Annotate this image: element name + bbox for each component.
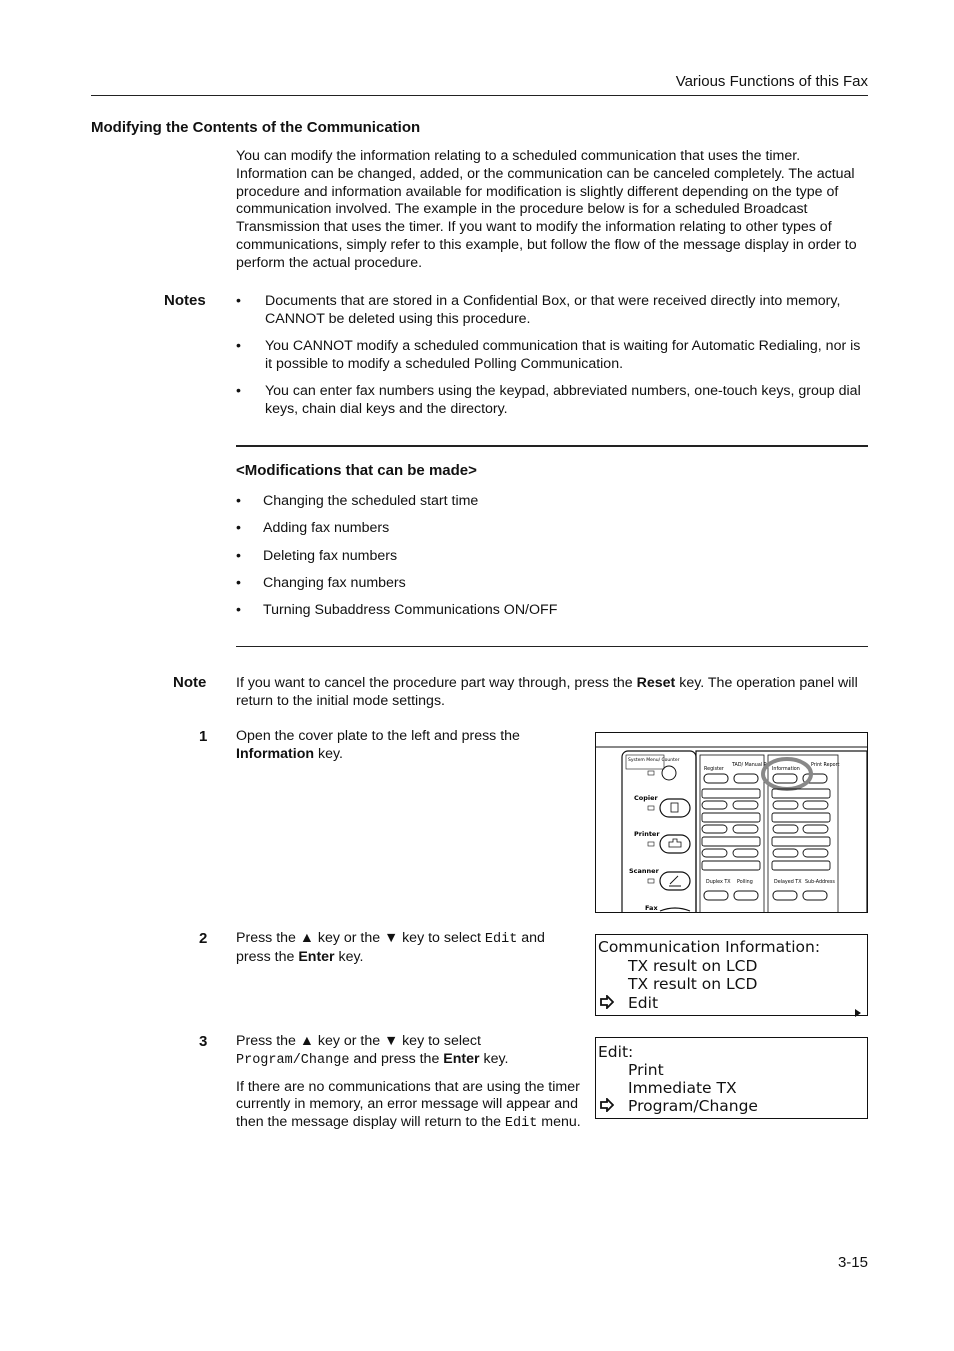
intro-line: procedure and information available for modification is slightly different depending on the type of xyxy=(236,183,839,200)
modification-item: Turning Subaddress Communications ON/OFF xyxy=(263,602,558,618)
more-indicator-icon xyxy=(855,1003,861,1022)
panel-label: Scanner xyxy=(629,867,659,875)
intro-paragraph xyxy=(236,148,868,273)
step-line: If there are no communications that are using the timer xyxy=(236,1078,580,1095)
bullet-icon: • xyxy=(236,383,241,399)
lcd-title: Communication Information: xyxy=(598,938,821,956)
panel-label: Polling xyxy=(737,880,753,885)
panel-label: Register xyxy=(704,767,724,772)
step-line: currently in memory, an error message will appear and xyxy=(236,1096,578,1113)
note-item-line: it possible to modify a scheduled Polling Communication. xyxy=(265,355,624,372)
lcd-row: TX result on LCD xyxy=(628,957,758,975)
panel-label: Information xyxy=(772,767,800,772)
bullet-icon: • xyxy=(236,338,241,354)
bullet-icon: • xyxy=(236,575,241,591)
bullet-icon: • xyxy=(236,548,241,564)
note-item xyxy=(265,338,868,374)
panel-label: Print Report xyxy=(811,763,840,768)
header-rule xyxy=(91,95,868,96)
note-item xyxy=(265,293,868,329)
note-line: return to the initial mode settings. xyxy=(236,692,445,709)
lcd-row: Immediate TX xyxy=(628,1079,737,1097)
intro-line: You can modify the information relating to a scheduled communication that uses the timer. xyxy=(236,148,801,164)
panel-label: Delayed TX xyxy=(774,880,802,885)
section-title: Modifying the Contents of the Communication xyxy=(91,119,421,136)
note-item xyxy=(265,383,868,419)
lcd-row: Print xyxy=(628,1061,664,1079)
note-item-line: CANNOT be deleted using this procedure. xyxy=(265,310,531,327)
modifications-title: <Modifications that can be made> xyxy=(236,462,477,479)
step-line: Program/Change and press the Enter key. xyxy=(236,1050,509,1068)
intro-line: perform the actual procedure. xyxy=(236,254,423,271)
notes-label: Notes xyxy=(164,292,206,309)
step-text xyxy=(236,728,566,764)
note-item-line: Documents that are stored in a Confidential Box, or that were received directly into memory, xyxy=(265,293,841,309)
note-text xyxy=(236,675,868,711)
step-line: press the Enter key. xyxy=(236,948,364,965)
modification-item: Changing the scheduled start time xyxy=(263,493,479,509)
lcd-display xyxy=(595,1037,868,1119)
panel-label: Fax xyxy=(645,904,658,912)
step-text xyxy=(236,1033,588,1133)
intro-line: Transmission that uses the timer. If you want to modify the information relating to other types of xyxy=(236,219,832,236)
step-line: Press the ▲ key or the ▼ key to select xyxy=(236,1033,481,1049)
cursor-arrow-icon xyxy=(600,995,614,1014)
step-number: 3 xyxy=(199,1033,208,1050)
panel-label: System Menu/ Counter xyxy=(628,758,680,763)
bullet-icon: • xyxy=(236,293,241,309)
operation-panel-illustration xyxy=(595,732,868,913)
note-line: If you want to cancel the procedure part way through, press the Reset key. The operation panel will xyxy=(236,675,858,691)
note-item-line: You can enter fax numbers using the keypad, abbreviated numbers, one-touch keys, group dial xyxy=(265,383,861,399)
panel-label: Copier xyxy=(634,794,658,802)
bullet-icon: • xyxy=(236,493,241,509)
note-item-line: keys, chain dial keys and the directory. xyxy=(265,400,508,417)
panel-label: TAD/ Manual Rx xyxy=(732,763,770,768)
intro-line: Information can be changed, added, or the communication can be canceled completely. The actual xyxy=(236,165,855,182)
modification-item: Deleting fax numbers xyxy=(263,548,398,564)
operation-panel-drawing xyxy=(596,733,867,912)
step-number: 2 xyxy=(199,930,208,947)
lcd-row: TX result on LCD xyxy=(628,975,758,993)
panel-label: Sub-Address xyxy=(805,880,835,885)
lcd-title: Edit: xyxy=(598,1043,634,1061)
intro-line: communication involved. The example in the procedure below is for a scheduled Broadcast xyxy=(236,201,808,218)
modification-item: Changing fax numbers xyxy=(263,575,406,591)
lcd-row-selected: Edit xyxy=(628,994,659,1012)
step-line: then the message display will return to the Edit menu. xyxy=(236,1114,581,1132)
step-line: Information key. xyxy=(236,745,343,762)
box-bottom-rule xyxy=(236,646,868,647)
lcd-row-selected: Program/Change xyxy=(628,1097,758,1115)
note-label: Note xyxy=(173,674,207,691)
page-number: 3-15 xyxy=(837,1254,868,1271)
bullet-icon: • xyxy=(236,520,241,536)
note-item-line: You CANNOT modify a scheduled communication that is waiting for Automatic Redialing, nor is xyxy=(265,338,861,354)
box-top-rule xyxy=(236,445,868,447)
step-line: Press the ▲ key or the ▼ key to select Edit and xyxy=(236,930,545,947)
panel-label: Duplex TX xyxy=(706,880,731,885)
step-text xyxy=(236,930,581,967)
bullet-icon: • xyxy=(236,602,241,618)
step-line: Open the cover plate to the left and press the xyxy=(236,728,520,744)
intro-line: communications, simply refer to this example, but follow the flow of the message display in order to xyxy=(236,236,857,253)
step-number: 1 xyxy=(199,728,208,745)
cursor-arrow-icon xyxy=(600,1098,614,1117)
panel-label: Printer xyxy=(634,830,660,838)
running-header: Various Functions of this Fax xyxy=(675,73,868,90)
modification-item: Adding fax numbers xyxy=(263,520,390,536)
lcd-display xyxy=(595,934,868,1016)
